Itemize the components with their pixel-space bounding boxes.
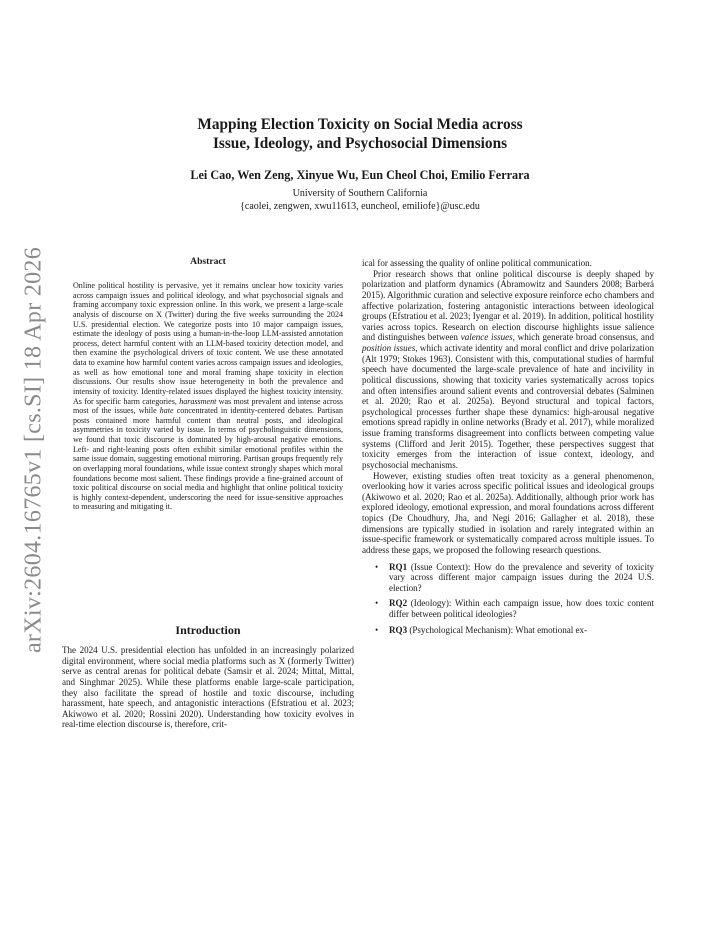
paragraph-segment: Prior research shows that online political discourse is deeply shaped by polarization and platform dynamics (Abramowitz and Saunders 2008; Barberá 2015). Algorithmic curation and selective exposure reinforce echo chambers and affective polarization, fostering antagonistic interactions between ideological groups (Efstratiou et al. 2023; Iyengar et al. 2019). In addition, political hostility varies across topics. Research on election discourse highlights issue salience and distinguishes between [362,268,654,343]
research-questions-list [362,562,654,636]
paragraph-segment: , which generate broad consensus, and [512,332,654,343]
rq-text: (Psychological Mechanism): What emotional ex- [407,624,588,635]
paragraph-segment: , which activate identity and moral conflict and drive polarization (Alt 1979; Stokes 1963). Consistent with this, computational studies of harmful speech have documented the large-scale prevalence of hate and incivility in political discussions, showing that toxicity varies systematically across topics and often intensifies around salient events and controversial debates (Salminen et al. 2020; Rao et al. 2025a). Beyond structural and topical factors, psychological processes further shape these dynamics: high-arousal negative emotions spread rapidly in online networks (Brady et al. 2017), while moralized issue framing transforms disagreement into conflicts between competing value systems (Clifford and Jerit 2015). Together, these perspectives suggest that toxicity emerges from the interaction of issue context, ideology, and psychosocial mechanisms. [362,343,654,470]
rq-text: (Ideology): Within each campaign issue, how does toxic content differ between political ideologies? [389,598,654,619]
affiliation: University of Southern California [292,188,428,199]
abstract-emphasis-harassment: harassment [179,396,217,406]
research-question-2 [362,598,654,619]
intro-paragraph-3: However, existing studies often treat toxicity as a general phenomenon, overlooking how it varies across specific political issues and ideological groups (Akiwowo et al. 2020; Rao et al. 2025a). Additionally, although prior work has explored ideology, emotional expression, and moral foundations across different topics (De Choudhury, Jha, and Negi 2016; Gallagher et al. 2018), these dimensions are typically studied in isolation and rarely integrated within an issue-specific framework or systematically compared across multiple issues. To address these gaps, we proposed the following research questions. [362,470,654,555]
rq-label: RQ2 [389,598,408,609]
intro-paragraph-1-continued: ical for assessing the quality of online political communication. [362,258,592,268]
research-question-1 [362,562,654,594]
bullet-icon: • [375,624,379,635]
abstract-emphasis-hate: hate [159,406,174,416]
abstract-segment: concentrated in identity-centered debates. Partisan posts contained more harmful content than neutral posts, and ideological asymmetries in toxicity varied by issue. In terms of psycholinguistic dimensions, we found that toxic discourse is dominated by high-arousal negative emotions. Left- and right-leaning posts often exhibit similar emotional profiles within the same issue domain, suggesting emotional mirroring. Partisan groups frequently rely on overlapping moral foundations, while issue context strongly shapes which moral foundations become most salient. These findings provide a fine-grained account of toxic political discourse on social media and highlight that online political toxicity is highly context-dependent, underscoring the need for issue-sensitive approaches to measuring and mitigating it. [73,406,343,512]
rq-label: RQ3 [389,624,408,635]
abstract-text [73,281,343,512]
title-line-1: Mapping Election Toxicity on Social Media across [197,116,523,133]
emphasis-valence-issues: valence issues [460,332,513,343]
paper-title [120,115,600,153]
arxiv-sidebar [0,0,46,932]
rq-label: RQ1 [389,561,408,572]
intro-paragraph-2 [362,269,654,471]
abstract-heading: Abstract [190,256,226,267]
author-emails: {caolei, zengwen, xwu11613, euncheol, emiliofe}@usc.edu [240,201,480,212]
title-line-2: Issue, Ideology, and Psychosocial Dimensions [212,135,508,152]
intro-paragraph-1: The 2024 U.S. presidential election has unfolded in an increasingly polarized digital environment, where social media platforms such as X (formerly Twitter) serve as central arenas for political debate (Samsir et al. 2024; Mittal, Mittal, and Singhmar 2025). While these platforms enable large-scale participation, they also facilitate the spread of hostile and toxic discourse, including harassment, hate speech, and antagonistic interactions (Efstratiou et al. 2023; Akiwowo et al. 2020; Rossini 2020). Understanding how toxicity evolves in real-time election discourse is, therefore, crit- [62,645,354,730]
introduction-heading: Introduction [175,623,241,637]
abstract-segment: Online political hostility is pervasive, yet it remains unclear how toxicity varies across campaign issues and political ideology, and what psychosocial signals and framing accompany toxic expression online. In this work, we present a large-scale analysis of discourse on X (Twitter) during the five weeks surrounding the 2024 U.S. presidential election. We categorize posts into 10 major campaign issues, estimate the ideology of posts using a human-in-the-loop LLM-assisted annotation process, detect harmful content with an LLM-based toxicity detection model, and then examine the psychological drivers of toxic content. We use these annotated data to examine how harmful content varies across campaign issues and ideologies, as well as how emotional tone and moral framing shape toxicity in election discussions. Our results show issue heterogeneity in both the prevalence and intensity of toxicity. Identity-related issues displayed the highest toxicity intensity. As for specific harm categories, [73,281,343,406]
emphasis-position-issues: position issues [362,343,416,353]
right-column-body [362,258,654,640]
left-column-body [62,645,354,730]
affiliation-block [120,187,600,213]
arxiv-identifier: arXiv:2604.16765v1 [cs.SI] 18 Apr 2026 [20,246,46,654]
rq-text: (Issue Context): How do the prevalence and severity of toxicity vary across different major campaign issues during the 2024 U.S. election? [389,561,654,593]
bullet-icon: • [375,598,379,609]
bullet-icon: • [375,561,379,572]
research-question-3 [362,625,654,636]
author-list: Lei Cao, Wen Zeng, Xinyue Wu, Eun Cheol Choi, Emilio Ferrara [190,168,530,182]
abstract-segment: was most prevalent and intense across most of the issues, while [73,396,343,416]
